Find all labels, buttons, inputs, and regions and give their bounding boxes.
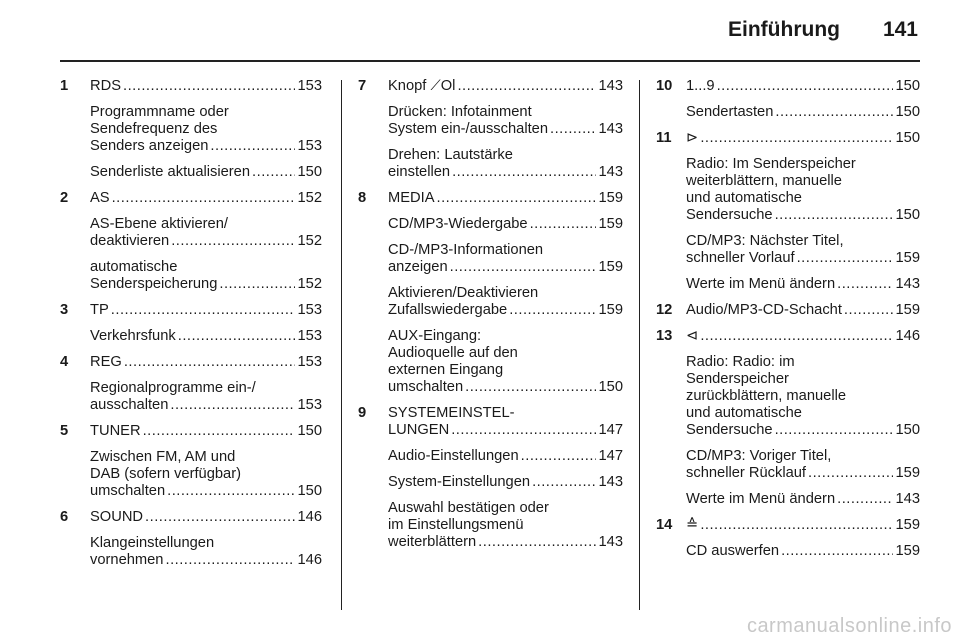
- page-reference: 146: [297, 552, 322, 568]
- entry-number: 4: [60, 354, 69, 370]
- entry-reference: [90, 164, 322, 181]
- entry-label: SOUND: [90, 509, 144, 525]
- page-reference: 143: [598, 164, 623, 180]
- entry-reference: [388, 448, 623, 465]
- entry-reference: [388, 78, 623, 95]
- dot-leader: [717, 78, 894, 95]
- dot-leader: [775, 207, 894, 224]
- index-subentry: [656, 233, 920, 267]
- column-divider: [341, 80, 342, 610]
- page-reference: 146: [297, 509, 322, 525]
- entry-number: 7: [358, 78, 367, 94]
- entry-number: 14: [656, 517, 673, 533]
- entry-reference: [90, 276, 322, 293]
- index-subentry: [60, 535, 322, 569]
- entry-label: ≙: [686, 517, 699, 533]
- entry-reference: [686, 328, 920, 345]
- entry-text: und automatische: [686, 405, 802, 421]
- dot-leader: [808, 465, 893, 482]
- entry-label: Audio/MP3-CD-Schacht: [686, 302, 842, 318]
- page-reference: 159: [895, 250, 920, 266]
- entry-reference: [686, 491, 920, 508]
- page-reference: 153: [297, 302, 322, 318]
- index-subentry: [358, 104, 623, 138]
- dot-leader: [521, 448, 597, 465]
- page-reference: 159: [895, 543, 920, 559]
- index-subentry: [358, 147, 623, 181]
- index-subentry: [60, 328, 322, 345]
- column-divider: [639, 80, 640, 610]
- entry-text: Radio: Radio: im: [686, 354, 795, 370]
- dot-leader: [465, 379, 596, 396]
- index-entry: [358, 78, 623, 95]
- dot-leader: [530, 216, 597, 233]
- entry-text: CD-/MP3-Informationen: [388, 242, 544, 258]
- entry-label: ausschalten: [90, 397, 169, 413]
- index-subentry: [60, 380, 322, 414]
- index-entry: [358, 405, 623, 439]
- entry-reference: [90, 483, 322, 500]
- index-subentry: [60, 164, 322, 181]
- index-subentry: [60, 216, 322, 250]
- entry-label: TUNER: [90, 423, 141, 439]
- dot-leader: [178, 328, 296, 345]
- header-divider: [60, 60, 920, 62]
- entry-label: CD/MP3-Wiedergabe: [388, 216, 528, 232]
- dot-leader: [123, 78, 295, 95]
- dot-leader: [781, 543, 893, 560]
- dot-leader: [452, 164, 596, 181]
- entry-text: CD/MP3: Voriger Titel,: [686, 448, 832, 464]
- entry-label: TP: [90, 302, 109, 318]
- page-reference: 150: [895, 78, 920, 94]
- entry-label: Senderspeicherung: [90, 276, 218, 292]
- entry-text: Klangeinstellungen: [90, 535, 215, 551]
- entry-text: Drehen: Lautstärke: [388, 147, 513, 163]
- entry-reference: [686, 250, 920, 267]
- entry-reference: [90, 397, 322, 414]
- dot-leader: [210, 138, 295, 155]
- dot-leader: [550, 121, 596, 138]
- entry-reference: [686, 104, 920, 121]
- index-subentry: [358, 328, 623, 396]
- page-title: Einführung: [728, 18, 840, 41]
- entry-label: System ein-/ausschalten: [388, 121, 549, 137]
- page-reference: 150: [895, 207, 920, 223]
- entry-reference: [90, 552, 322, 569]
- dot-leader: [171, 233, 295, 250]
- dot-leader: [797, 250, 894, 267]
- page-reference: 150: [598, 379, 623, 395]
- entry-label: Sendersuche: [686, 207, 773, 223]
- page-reference: 152: [297, 233, 322, 249]
- entry-text: AS-Ebene aktivieren/: [90, 216, 228, 232]
- index-column-1: [60, 78, 322, 578]
- entry-text: SYSTEMEINSTEL-: [388, 405, 515, 421]
- entry-reference: [388, 534, 623, 551]
- entry-text: zurückblättern, manuelle: [686, 388, 847, 404]
- index-subentry: [656, 491, 920, 508]
- entry-number: 6: [60, 509, 69, 525]
- dot-leader: [170, 397, 295, 414]
- entry-reference: [90, 302, 322, 319]
- dot-leader: [457, 78, 596, 95]
- entry-reference: [90, 138, 322, 155]
- entry-text: Programmname oder: [90, 104, 229, 120]
- entry-label: einstellen: [388, 164, 451, 180]
- entry-text: automatische: [90, 259, 178, 275]
- index-entry: [656, 78, 920, 95]
- index-subentry: [358, 242, 623, 276]
- index-subentry: [656, 156, 920, 224]
- entry-reference: [686, 78, 920, 95]
- entry-reference: [90, 233, 322, 250]
- entry-label: Audio-Einstellungen: [388, 448, 519, 464]
- page-reference: 153: [297, 354, 322, 370]
- entry-label: Werte im Menü ändern: [686, 276, 836, 292]
- page-reference: 150: [297, 164, 322, 180]
- entry-label: ⊳: [686, 130, 699, 146]
- index-entry: [358, 190, 623, 207]
- entry-reference: [388, 474, 623, 491]
- entry-number: 3: [60, 302, 69, 318]
- entry-reference: [90, 328, 322, 345]
- entry-reference: [388, 121, 623, 138]
- entry-label: Knopf ⟋Ol: [388, 78, 456, 94]
- dot-leader: [145, 509, 295, 526]
- dot-leader: [143, 423, 296, 440]
- dot-leader: [700, 130, 893, 147]
- page-reference: 159: [895, 465, 920, 481]
- entry-text: Aktivieren/Deaktivieren: [388, 285, 539, 301]
- index-entry: [656, 517, 920, 534]
- dot-leader: [111, 302, 296, 319]
- entry-label: Zufallswiedergabe: [388, 302, 508, 318]
- index-entry: [60, 302, 322, 319]
- entry-label: 1...9: [686, 78, 715, 94]
- page-reference: 150: [297, 483, 322, 499]
- entry-text: AUX-Eingang:: [388, 328, 482, 344]
- entry-reference: [388, 259, 623, 276]
- entry-label: System-Einstellungen: [388, 474, 531, 490]
- index-subentry: [656, 543, 920, 560]
- entry-label: deaktivieren: [90, 233, 170, 249]
- index-subentry: [358, 500, 623, 551]
- entry-text: DAB (sofern verfügbar): [90, 466, 242, 482]
- entry-text: weiterblättern, manuelle: [686, 173, 842, 189]
- entry-reference: [686, 130, 920, 147]
- index-subentry: [656, 448, 920, 482]
- dot-leader: [700, 517, 893, 534]
- entry-reference: [388, 379, 623, 396]
- entry-reference: [388, 302, 623, 319]
- page-reference: 146: [895, 328, 920, 344]
- entry-number: 13: [656, 328, 673, 344]
- index-subentry: [60, 104, 322, 155]
- entry-reference: [686, 517, 920, 534]
- page-reference: 152: [297, 276, 322, 292]
- dot-leader: [775, 422, 894, 439]
- dot-leader: [437, 190, 597, 207]
- entry-number: 8: [358, 190, 367, 206]
- entry-reference: [90, 78, 322, 95]
- page-reference: 150: [895, 130, 920, 146]
- page-reference: 147: [598, 448, 623, 464]
- index-entry: [656, 302, 920, 319]
- entry-label: Verkehrsfunk: [90, 328, 176, 344]
- dot-leader: [478, 534, 596, 551]
- dot-leader: [532, 474, 596, 491]
- entry-reference: [90, 423, 322, 440]
- entry-reference: [388, 190, 623, 207]
- entry-text: Senderspeicher: [686, 371, 789, 387]
- entry-reference: [686, 422, 920, 439]
- entry-text: Zwischen FM, AM und: [90, 449, 236, 465]
- index-entry: [60, 78, 322, 95]
- index-subentry: [656, 104, 920, 121]
- entry-text: externen Eingang: [388, 362, 504, 378]
- entry-reference: [90, 509, 322, 526]
- page-reference: 150: [895, 104, 920, 120]
- entry-reference: [686, 302, 920, 319]
- watermark: carmanualsonline.info: [746, 615, 952, 637]
- dot-leader: [451, 422, 596, 439]
- entry-number: 9: [358, 405, 367, 421]
- entry-label: CD auswerfen: [686, 543, 780, 559]
- page-reference: 143: [598, 121, 623, 137]
- page-reference: 153: [297, 138, 322, 154]
- entry-label: MEDIA: [388, 190, 435, 206]
- page-reference: 143: [598, 534, 623, 550]
- entry-text: CD/MP3: Nächster Titel,: [686, 233, 844, 249]
- page-number: 141: [882, 18, 918, 41]
- entry-reference: [388, 164, 623, 181]
- index-subentry: [358, 474, 623, 491]
- index-subentry: [60, 259, 322, 293]
- index-column-3: [656, 78, 920, 569]
- dot-leader: [509, 302, 596, 319]
- entry-reference: [388, 422, 623, 439]
- entry-text: Audioquelle auf den: [388, 345, 518, 361]
- index-subentry: [60, 449, 322, 500]
- entry-label: Senders anzeigen: [90, 138, 209, 154]
- dot-leader: [700, 328, 893, 345]
- entry-label: AS: [90, 190, 110, 206]
- entry-text: Radio: Im Senderspeicher: [686, 156, 856, 172]
- index-entry: [60, 190, 322, 207]
- page-reference: 159: [598, 259, 623, 275]
- entry-label: Senderliste aktualisieren: [90, 164, 251, 180]
- entry-label: REG: [90, 354, 122, 370]
- page-reference: 150: [895, 422, 920, 438]
- entry-text: Drücken: Infotainment: [388, 104, 532, 120]
- entry-reference: [686, 207, 920, 224]
- entry-reference: [388, 216, 623, 233]
- page-reference: 150: [297, 423, 322, 439]
- entry-number: 2: [60, 190, 69, 206]
- page-header: [0, 0, 960, 62]
- index-entry: [656, 130, 920, 147]
- dot-leader: [124, 354, 296, 371]
- entry-text: Sendefrequenz des: [90, 121, 218, 137]
- index-entry: [60, 423, 322, 440]
- entry-text: im Einstellungsmenü: [388, 517, 524, 533]
- entry-number: 11: [656, 130, 672, 146]
- entry-number: 1: [60, 78, 69, 94]
- entry-number: 10: [656, 78, 673, 94]
- dot-leader: [165, 552, 295, 569]
- index-subentry: [358, 285, 623, 319]
- entry-text: Regionalprogramme ein-/: [90, 380, 256, 396]
- dot-leader: [219, 276, 295, 293]
- dot-leader: [844, 302, 894, 319]
- entry-label: Werte im Menü ändern: [686, 491, 836, 507]
- page-reference: 159: [895, 517, 920, 533]
- index-subentry: [358, 448, 623, 465]
- index-subentry: [358, 216, 623, 233]
- dot-leader: [167, 483, 295, 500]
- page-reference: 159: [895, 302, 920, 318]
- entry-number: 5: [60, 423, 69, 439]
- entry-label: schneller Vorlauf: [686, 250, 795, 266]
- page-reference: 143: [598, 474, 623, 490]
- page-reference: 147: [598, 422, 623, 438]
- index-entry: [60, 354, 322, 371]
- index-subentry: [656, 276, 920, 293]
- dot-leader: [450, 259, 597, 276]
- page-reference: 143: [895, 276, 920, 292]
- index-subentry: [656, 354, 920, 439]
- entry-reference: [686, 276, 920, 293]
- dot-leader: [252, 164, 295, 181]
- entry-label: schneller Rücklauf: [686, 465, 807, 481]
- entry-label: RDS: [90, 78, 122, 94]
- index-column-2: [358, 78, 623, 560]
- page-reference: 153: [297, 328, 322, 344]
- page-reference: 153: [297, 397, 322, 413]
- index-entry: [656, 328, 920, 345]
- page-reference: 159: [598, 302, 623, 318]
- page-reference: 143: [598, 78, 623, 94]
- page-reference: 143: [895, 491, 920, 507]
- dot-leader: [837, 491, 893, 508]
- entry-reference: [686, 465, 920, 482]
- entry-reference: [90, 354, 322, 371]
- entry-label: Sendertasten: [686, 104, 774, 120]
- page-reference: 153: [297, 78, 322, 94]
- page-reference: 159: [598, 216, 623, 232]
- entry-label: umschalten: [388, 379, 464, 395]
- entry-text: und automatische: [686, 190, 802, 206]
- entry-reference: [90, 190, 322, 207]
- dot-leader: [112, 190, 296, 207]
- entry-number: 12: [656, 302, 673, 318]
- entry-label: weiterblättern: [388, 534, 477, 550]
- entry-reference: [686, 543, 920, 560]
- page-reference: 159: [598, 190, 623, 206]
- dot-leader: [775, 104, 893, 121]
- index-entry: [60, 509, 322, 526]
- entry-label: umschalten: [90, 483, 166, 499]
- dot-leader: [837, 276, 893, 293]
- entry-label: anzeigen: [388, 259, 448, 275]
- entry-label: Sendersuche: [686, 422, 773, 438]
- page-reference: 152: [297, 190, 322, 206]
- entry-label: LUNGEN: [388, 422, 450, 438]
- entry-text: Auswahl bestätigen oder: [388, 500, 549, 516]
- entry-label: ⊲: [686, 328, 699, 344]
- entry-label: vornehmen: [90, 552, 164, 568]
